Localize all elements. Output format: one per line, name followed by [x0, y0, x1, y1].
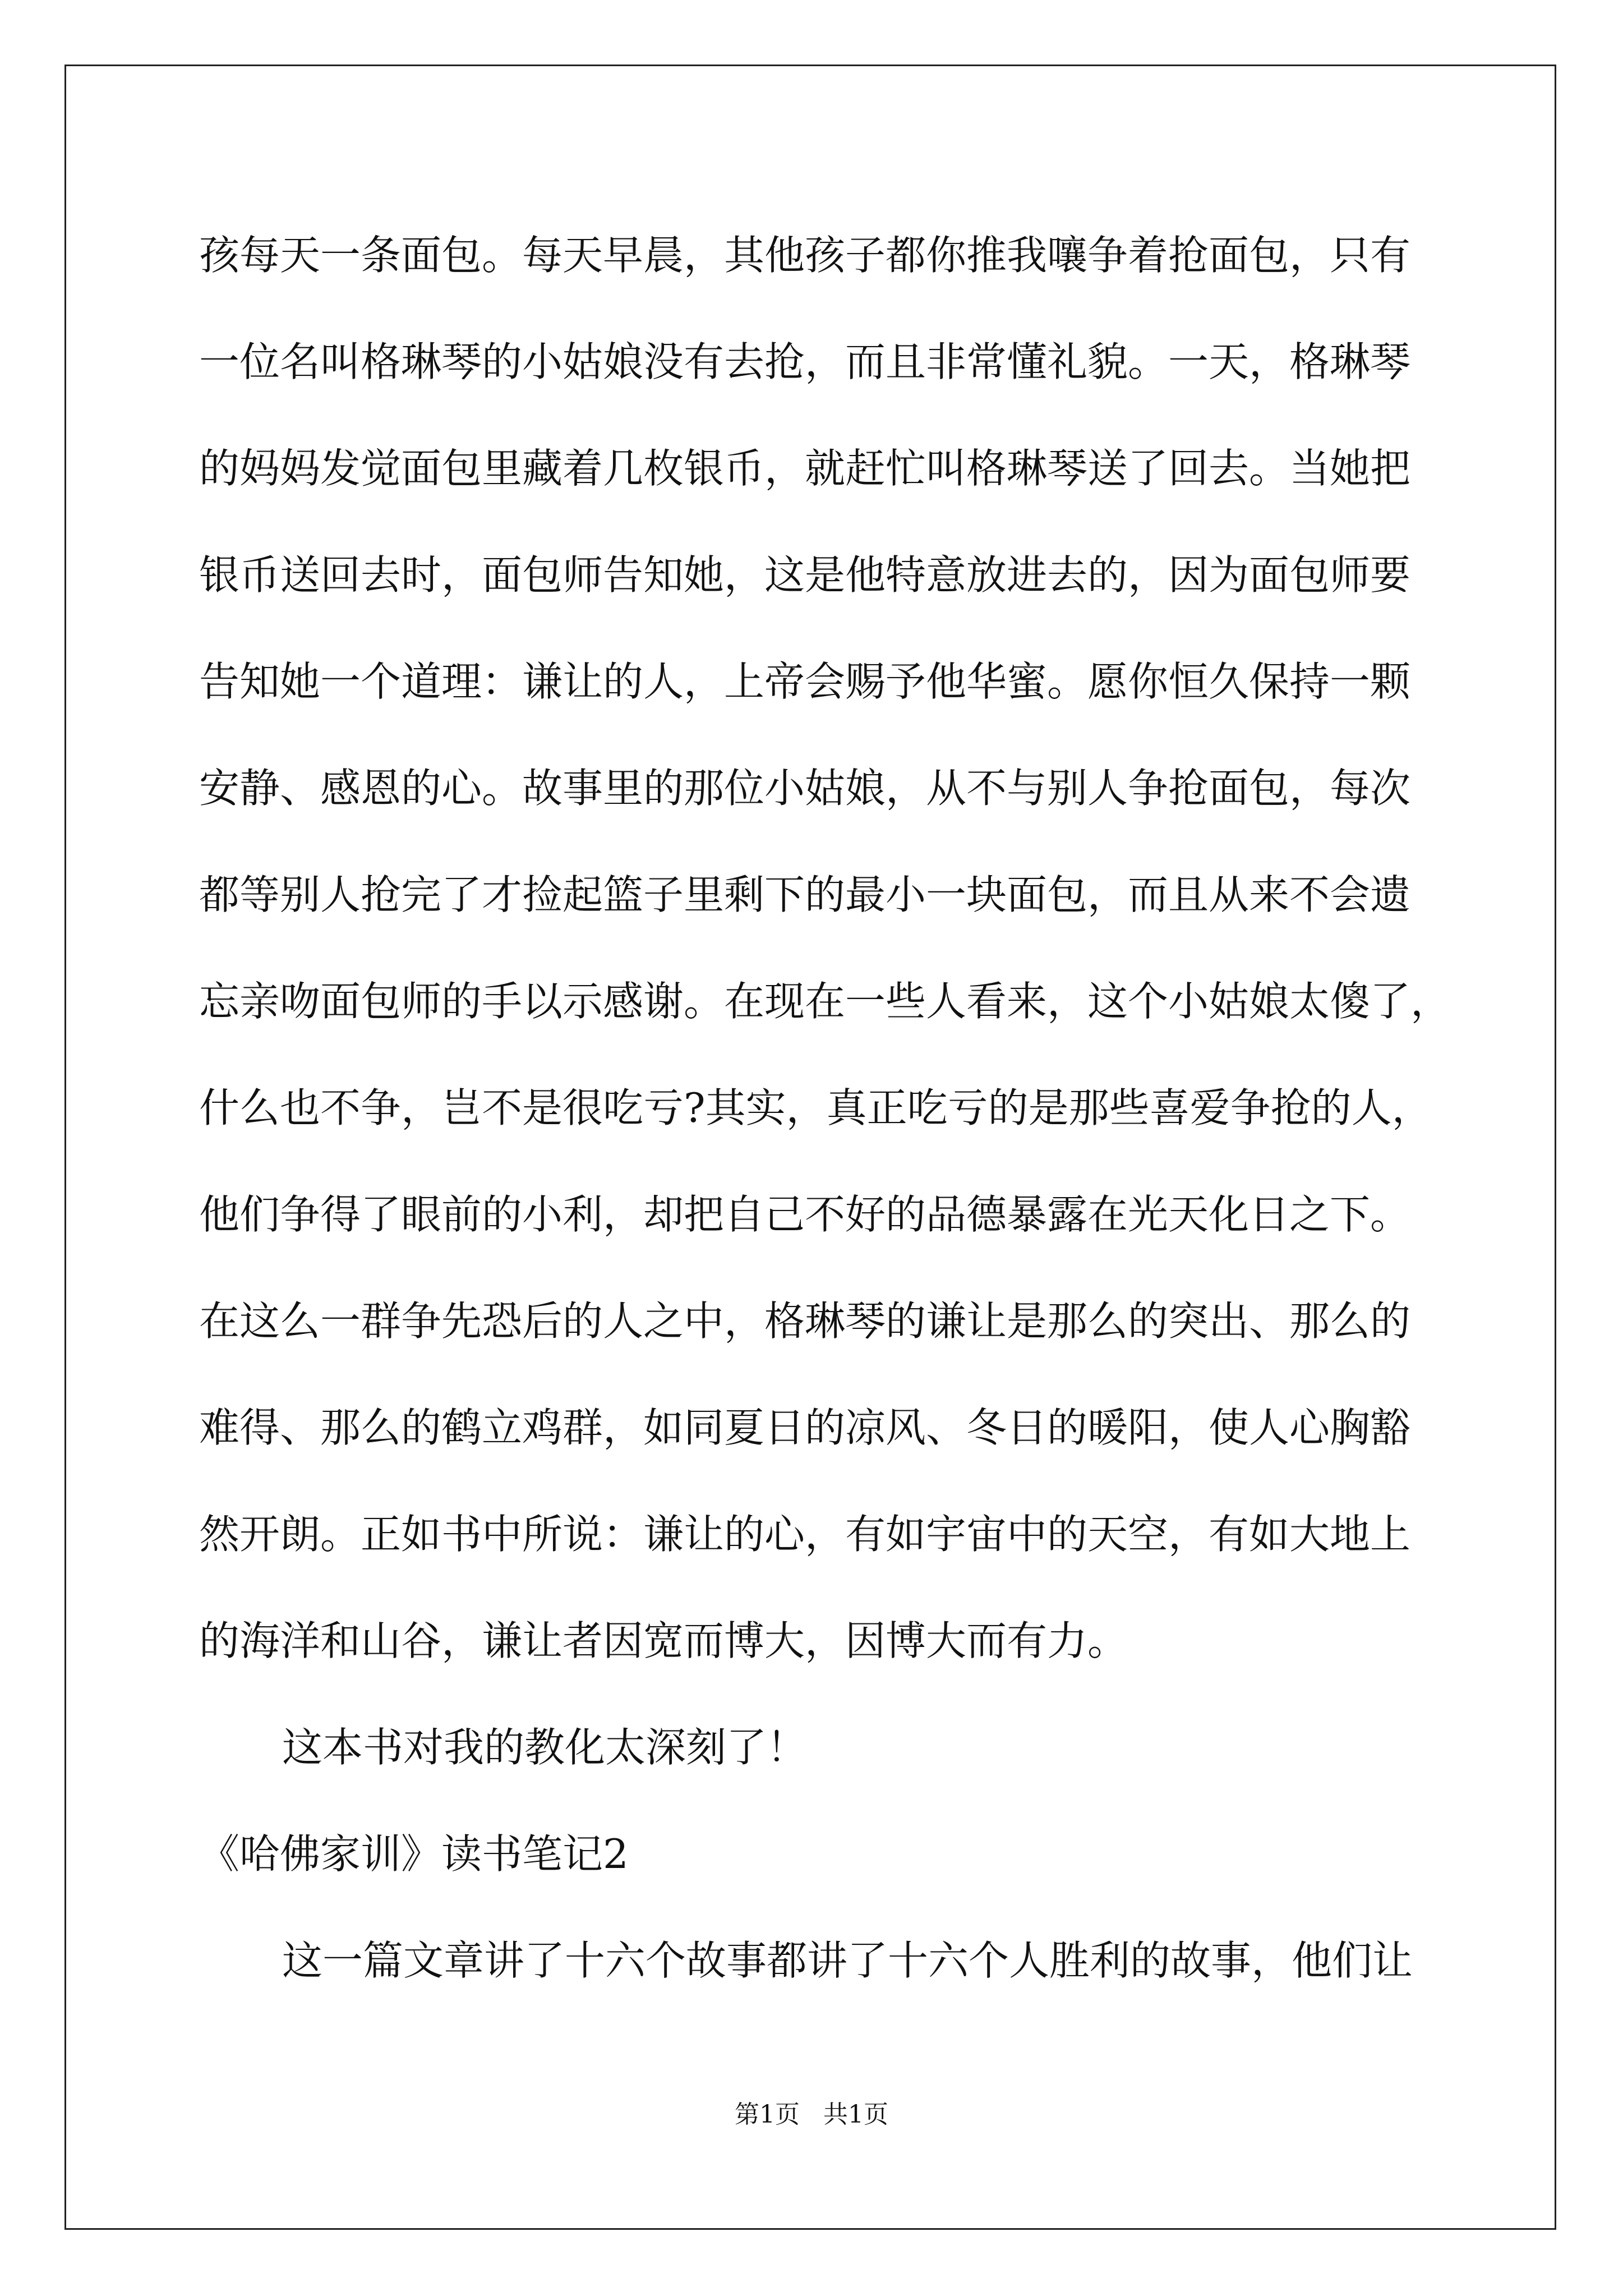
text-line: 告知她一个道理：谦让的人，上帝会赐予他华蜜。愿你恒久保持一颗: [199, 658, 1411, 705]
text-line: 孩每天一条面包。每天早晨，其他孩子都你推我嚷争着抢面包，只有: [199, 232, 1411, 279]
text-line: 银币送回去时，面包师告知她，这是他特意放进去的，因为面包师要: [199, 551, 1411, 599]
document-body: [199, 219, 1451, 2031]
text-line: 安静、感恩的心。故事里的那位小姑娘，从不与别人争抢面包，每次: [199, 765, 1411, 812]
paragraph-line: 这本书对我的教化太深刻了！: [282, 1724, 808, 1771]
text-line: 的妈妈发觉面包里藏着几枚银币，就赶忙叫格琳琴送了回去。当她把: [199, 445, 1411, 492]
text-line: 一位名叫格琳琴的小姑娘没有去抢，而且非常懂礼貌。一天，格琳琴: [199, 338, 1411, 385]
page-footer: 第1页 共1页: [735, 2100, 888, 2129]
text-line: 然开朗。正如书中所说：谦让的心，有如宇宙中的天空，有如大地上: [199, 1511, 1411, 1558]
section-heading: 《哈佛家训》读书笔记2: [199, 1830, 629, 1878]
text-line: 都等别人抢完了才捡起篮子里剩下的最小一块面包，而且从来不会遗: [199, 871, 1411, 918]
text-line: 在这么一群争先恐后的人之中，格琳琴的谦让是那么的突出、那么的: [199, 1297, 1411, 1345]
text-line: 忘亲吻面包师的手以示感谢。在现在一些人看来，这个小姑娘太傻了，: [199, 978, 1451, 1025]
text-line: 什么也不争，岂不是很吃亏?其实，真正吃亏的是那些喜爱争抢的人，: [199, 1084, 1432, 1131]
text-line: 的海洋和山谷，谦让者因宽而博大，因博大而有力。: [199, 1617, 1128, 1664]
text-line: 他们争得了眼前的小利，却把自己不好的品德暴露在光天化日之下。: [199, 1191, 1411, 1238]
text-line: 难得、那么的鹤立鸡群，如同夏日的凉风、冬日的暖阳，使人心胸豁: [199, 1404, 1411, 1451]
paragraph-line: 这一篇文章讲了十六个故事都讲了十六个人胜利的故事，他们让: [282, 1937, 1413, 1984]
